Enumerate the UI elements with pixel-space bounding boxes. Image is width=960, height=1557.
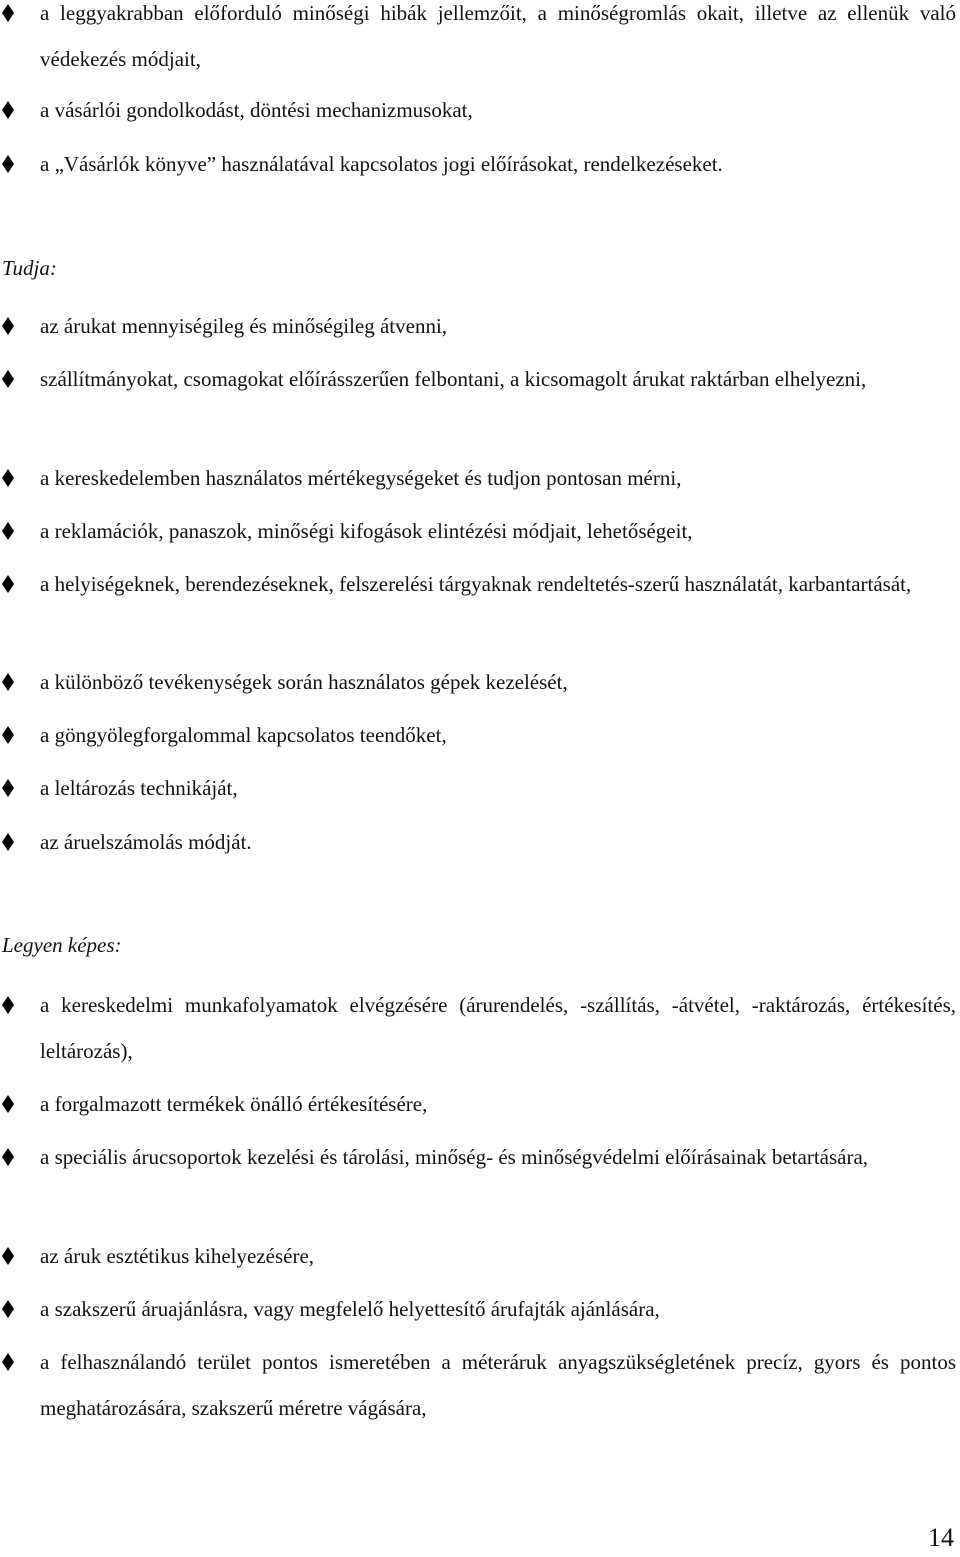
list-item-text: szállítmányokat, csomagokat előírásszerűen felbontani, a kicsomagolt árukat raktárban elhelyezni, <box>40 367 867 391</box>
list-item <box>0 455 956 501</box>
list-item <box>0 508 956 554</box>
list-item-text: a göngyölegforgalommal kapcsolatos teendőket, <box>40 723 447 747</box>
list-item-text: a reklamációk, panaszok, minőségi kifogások elintézési módjait, lehetőségeit, <box>40 519 693 543</box>
list-item-text: a kereskedelmi munkafolyamatok elvégzésére (árurendelés, -szállítás, -átvétel, -raktározás, értékesítés, leltározás), <box>40 993 956 1063</box>
diamond-icon <box>2 1134 16 1180</box>
list-item <box>0 1081 956 1127</box>
section-heading-legyen-kepes: Legyen képes: <box>2 933 122 957</box>
list-item-text: az áruelszámolás módját. <box>40 830 252 854</box>
list-item <box>0 303 956 349</box>
diamond-icon <box>2 356 16 402</box>
list-item <box>0 0 956 82</box>
list-item <box>0 87 956 133</box>
diamond-icon <box>2 659 16 705</box>
list-item-text: a leggyakrabban előforduló minőségi hibák jellemzőit, a minőségromlás okait, illetve az ellenük való védekezés módjait, <box>40 1 956 71</box>
diamond-icon <box>2 819 16 865</box>
page-number: 14 <box>928 1523 954 1552</box>
list-item-text: a helyiségeknek, berendezéseknek, felszerelési tárgyaknak rendeltetés-szerű használatát, karbantartását, <box>40 572 912 596</box>
list-item <box>0 1134 956 1180</box>
diamond-icon <box>2 455 16 501</box>
list-item <box>0 1286 956 1332</box>
diamond-icon <box>2 1233 16 1279</box>
diamond-icon <box>2 303 16 349</box>
list-item <box>0 712 956 758</box>
diamond-icon <box>2 1081 16 1127</box>
list-item-text: a vásárlói gondolkodást, döntési mechanizmusokat, <box>40 98 473 122</box>
section-heading-tudja: Tudja: <box>2 256 57 280</box>
list-item-text: a különböző tevékenységek során használatos gépek kezelését, <box>40 670 568 694</box>
diamond-icon <box>2 1339 16 1385</box>
list-item <box>0 561 956 607</box>
list-item <box>0 141 956 187</box>
diamond-icon <box>2 141 16 187</box>
diamond-icon <box>2 0 16 36</box>
list-item-text: a forgalmazott termékek önálló értékesítésére, <box>40 1092 428 1116</box>
list-item-text: a leltározás technikáját, <box>40 776 238 800</box>
diamond-icon <box>2 1286 16 1332</box>
diamond-icon <box>2 87 16 133</box>
diamond-icon <box>2 561 16 607</box>
diamond-icon <box>2 765 16 811</box>
list-item <box>0 356 956 402</box>
list-item-text: az árukat mennyiségileg és minőségileg átvenni, <box>40 314 448 338</box>
list-item <box>0 659 956 705</box>
list-item <box>0 1233 956 1279</box>
list-item-text: az áruk esztétikus kihelyezésére, <box>40 1244 315 1268</box>
list-item-text: a kereskedelemben használatos mértékegységeket és tudjon pontosan mérni, <box>40 466 682 490</box>
list-item <box>0 1339 956 1431</box>
list-item-text: a szakszerű áruajánlásra, vagy megfelelő helyettesítő árufajták ajánlására, <box>40 1297 660 1321</box>
list-item <box>0 819 956 865</box>
list-item <box>0 765 956 811</box>
diamond-icon <box>2 508 16 554</box>
list-item-text: a „Vásárlók könyve” használatával kapcsolatos jogi előírásokat, rendelkezéseket. <box>40 152 723 176</box>
list-item <box>0 982 956 1074</box>
diamond-icon <box>2 712 16 758</box>
diamond-icon <box>2 982 16 1028</box>
list-item-text: a speciális árucsoportok kezelési és tárolási, minőség- és minőségvédelmi előírásainak betartására, <box>40 1145 869 1169</box>
list-item-text: a felhasználandó terület pontos ismeretében a méteráruk anyagszükségletének precíz, gyors és pontos meghatározására, szakszerű méretre vágására, <box>40 1350 956 1420</box>
